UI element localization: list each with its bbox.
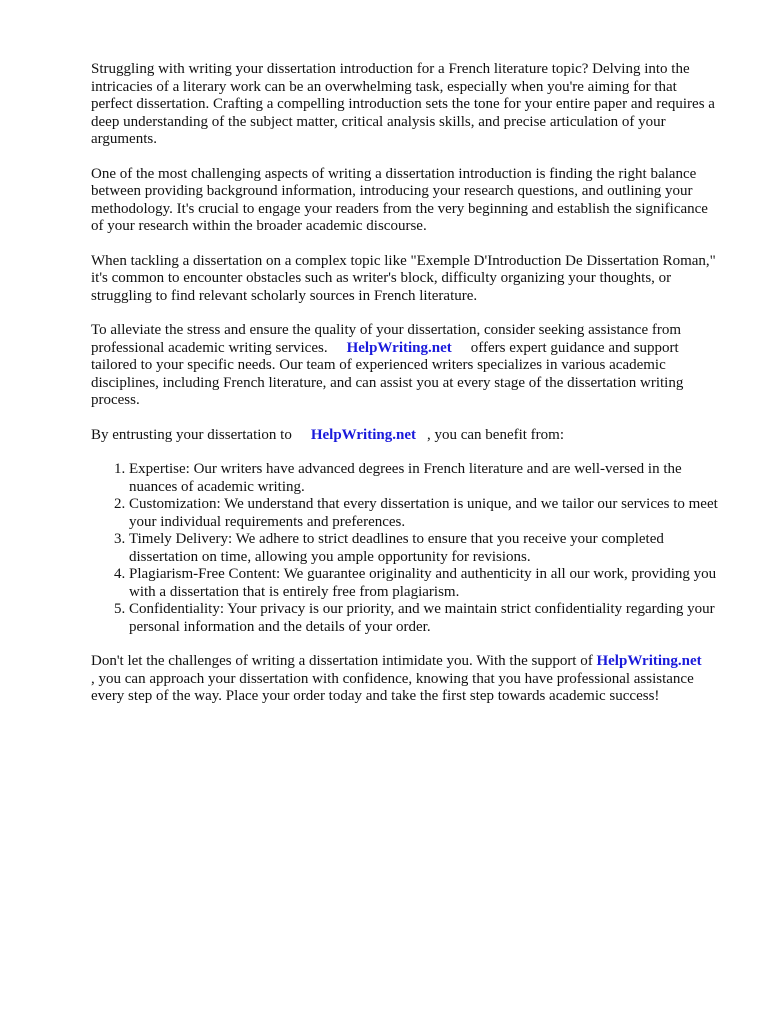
assistance-text-before: To alleviate the stress and ensure the quality of your dissertation, consider seeking assistance from professional academic writing services.	[91, 322, 682, 356]
conclusion-text-before: Don't let the challenges of writing a dissertation intimidate you. With the support of	[91, 653, 593, 669]
list-item-timely-delivery: 3. Timely Delivery: We adhere to strict deadlines to ensure that you receive your completed dissertation on time, allowing you ample opportunity for revisions.	[129, 531, 721, 566]
document-page	[91, 61, 721, 723]
paragraph-intro: Struggling with writing your dissertation introduction for a French literature topic? Delving into the intricacies of a literary work can be an overwhelming task, especially when you're aiming for that perfect dissertation. Crafting a compelling introduction sets the tone for your entire paper and requires a deep understanding of the subject matter, critical analysis skills, and precise articulation of your arguments.	[91, 61, 715, 147]
helpwriting-link-1[interactable]: HelpWriting.net	[346, 339, 452, 356]
paragraph-conclusion	[91, 653, 721, 706]
helpwriting-link-3[interactable]: HelpWriting.net	[596, 653, 702, 669]
benefits-list	[91, 461, 721, 636]
paragraph-challenges: One of the most challenging aspects of writing a dissertation introduction is finding the right balance between providing background information, introducing your research questions, and outlining your methodology. It's crucial to engage your readers from the very beginning and establish the significance of your research within the broader academic discourse.	[91, 165, 708, 234]
list-item-customization: 2. Customization: We understand that every dissertation is unique, and we tailor our services to meet your individual requirements and preferences.	[129, 496, 721, 531]
benefits-intro-before: By entrusting your dissertation to	[91, 426, 292, 443]
benefits-intro-after: , you can benefit from:	[426, 426, 565, 443]
conclusion-text-after: , you can approach your dissertation with confidence, knowing that you have professional assistance every step of the way. Place your order today and take the first step towards academic success!	[91, 670, 694, 704]
assistance-text-after: offers expert guidance and support tailored to your specific needs. Our team of experienced writers specializes in various academic disciplines, including French literature, and can assist you at every stage of the dissertation writing process.	[91, 339, 684, 408]
paragraph-obstacles: When tackling a dissertation on a complex topic like "Exemple D'Introduction De Dissertation Roman," it's common to encounter obstacles such as writer's block, difficulty organizing your thoughts, or struggling to find relevant scholarly sources in French literature.	[91, 252, 716, 304]
list-item-confidentiality: 5. Confidentiality: Your privacy is our priority, and we maintain strict confidentiality regarding your personal information and the details of your order.	[129, 601, 721, 636]
helpwriting-link-2[interactable]: HelpWriting.net	[310, 426, 416, 443]
list-item-plagiarism-free: 4. Plagiarism-Free Content: We guarantee originality and authenticity in all our work, providing you with a dissertation that is entirely free from plagiarism.	[129, 566, 721, 601]
paragraph-benefits-intro	[91, 427, 721, 445]
paragraph-assistance	[91, 322, 721, 410]
list-item-expertise: 1. Expertise: Our writers have advanced degrees in French literature and are well-versed in the nuances of academic writing.	[129, 461, 721, 496]
